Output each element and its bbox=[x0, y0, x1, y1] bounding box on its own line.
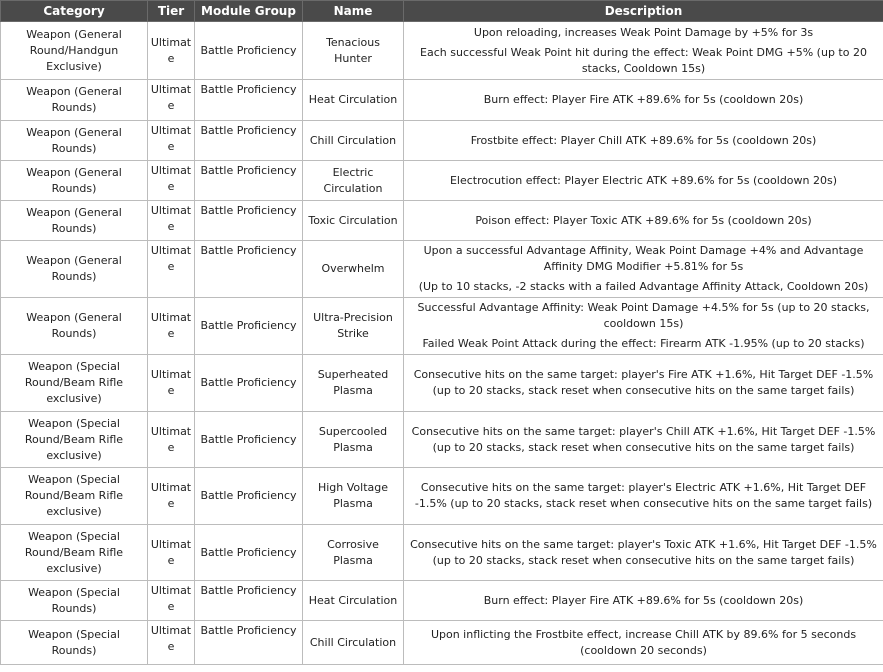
name-cell: Electric Circulation bbox=[303, 161, 404, 201]
table-row bbox=[1, 201, 883, 241]
column-header-name: Name bbox=[303, 1, 404, 22]
table-row bbox=[1, 355, 883, 412]
tier-cell: Ultimate bbox=[148, 241, 195, 298]
description-line: Frostbite effect: Player Chill ATK +89.6% for 5s (cooldown 20s) bbox=[470, 133, 817, 147]
table-row bbox=[1, 412, 883, 468]
name-cell: Chill Circulation bbox=[303, 121, 404, 161]
name-cell: Heat Circulation bbox=[303, 80, 404, 121]
module-group-cell: Battle Proficiency bbox=[195, 161, 303, 201]
tier-cell: Ultimate bbox=[148, 525, 195, 581]
module-group-cell: Battle Proficiency bbox=[195, 581, 303, 621]
module-group-cell: Battle Proficiency bbox=[195, 241, 303, 298]
description-cell bbox=[404, 121, 883, 161]
category-cell: Weapon (General Rounds) bbox=[1, 298, 148, 355]
name-cell: Corrosive Plasma bbox=[303, 525, 404, 581]
category-cell: Weapon (General Round/Handgun Exclusive) bbox=[1, 22, 148, 80]
table-row bbox=[1, 468, 883, 525]
module-group-cell: Battle Proficiency bbox=[195, 80, 303, 121]
name-cell: Chill Circulation bbox=[303, 621, 404, 665]
table-row bbox=[1, 621, 883, 665]
tier-cell: Ultimate bbox=[148, 161, 195, 201]
module-group-cell: Battle Proficiency bbox=[195, 468, 303, 525]
description-cell bbox=[404, 241, 883, 298]
name-cell: Superheated Plasma bbox=[303, 355, 404, 412]
description-cell bbox=[404, 298, 883, 355]
module-group-cell: Battle Proficiency bbox=[195, 121, 303, 161]
description-cell bbox=[404, 201, 883, 241]
description-line: Consecutive hits on the same target: player's Fire ATK +1.6%, Hit Target DEF -1.5% (up to 20 stacks, stack reset when consecutive hits on the same target fails) bbox=[413, 368, 874, 397]
name-cell: Ultra-Precision Strike bbox=[303, 298, 404, 355]
tier-cell: Ultimate bbox=[148, 355, 195, 412]
name-cell: Supercooled Plasma bbox=[303, 412, 404, 468]
table-row bbox=[1, 121, 883, 161]
category-cell: Weapon (General Rounds) bbox=[1, 161, 148, 201]
tier-cell: Ultimate bbox=[148, 298, 195, 355]
table-row bbox=[1, 161, 883, 201]
description-cell bbox=[404, 468, 883, 525]
module-group-cell: Battle Proficiency bbox=[195, 22, 303, 80]
description-cell bbox=[404, 525, 883, 581]
module-group-cell: Battle Proficiency bbox=[195, 621, 303, 665]
description-line: Each successful Weak Point hit during the effect: Weak Point DMG +5% (up to 20 stacks, Cooldown 15s) bbox=[420, 45, 867, 75]
table-body bbox=[1, 22, 883, 665]
tier-cell: Ultimate bbox=[148, 80, 195, 121]
name-cell: Overwhelm bbox=[303, 241, 404, 298]
column-header-module-group: Module Group bbox=[195, 1, 303, 22]
name-cell: Tenacious Hunter bbox=[303, 22, 404, 80]
description-cell bbox=[404, 412, 883, 468]
module-group-cell: Battle Proficiency bbox=[195, 355, 303, 412]
category-cell: Weapon (Special Round/Beam Rifle exclusive) bbox=[1, 412, 148, 468]
description-line: Successful Advantage Affinity: Weak Point Damage +4.5% for 5s (up to 20 stacks, cooldown 15s) bbox=[417, 301, 870, 330]
category-cell: Weapon (General Rounds) bbox=[1, 201, 148, 241]
category-cell: Weapon (Special Rounds) bbox=[1, 581, 148, 621]
description-cell bbox=[404, 161, 883, 201]
module-group-cell: Battle Proficiency bbox=[195, 525, 303, 581]
table-row bbox=[1, 581, 883, 621]
tier-cell: Ultimate bbox=[148, 468, 195, 525]
category-cell: Weapon (Special Round/Beam Rifle exclusive) bbox=[1, 525, 148, 581]
description-line: Failed Weak Point Attack during the effect: Firearm ATK -1.95% (up to 20 stacks) bbox=[422, 337, 865, 350]
description-line: Upon a successful Advantage Affinity, Weak Point Damage +4% and Advantage Affinity DMG Modifier +5.81% for 5s bbox=[423, 244, 864, 273]
name-cell: High Voltage Plasma bbox=[303, 468, 404, 525]
description-line: Poison effect: Player Toxic ATK +89.6% for 5s (cooldown 20s) bbox=[475, 213, 812, 227]
category-cell: Weapon (Special Round/Beam Rifle exclusive) bbox=[1, 355, 148, 412]
table-row bbox=[1, 525, 883, 581]
column-header-category: Category bbox=[1, 1, 148, 22]
category-cell: Weapon (General Rounds) bbox=[1, 241, 148, 298]
description-cell bbox=[404, 621, 883, 665]
description-line: Upon inflicting the Frostbite effect, increase Chill ATK by 89.6% for 5 seconds (cooldown 20 seconds) bbox=[430, 627, 857, 657]
category-cell: Weapon (Special Round/Beam Rifle exclusive) bbox=[1, 468, 148, 525]
column-header-description: Description bbox=[404, 1, 883, 22]
tier-cell: Ultimate bbox=[148, 22, 195, 80]
category-cell: Weapon (Special Rounds) bbox=[1, 621, 148, 665]
tier-cell: Ultimate bbox=[148, 201, 195, 241]
module-group-cell: Battle Proficiency bbox=[195, 201, 303, 241]
description-line: Consecutive hits on the same target: player's Toxic ATK +1.6%, Hit Target DEF -1.5% (up to 20 stacks, stack reset when consecutive hits on the same target fails) bbox=[410, 537, 877, 567]
tier-cell: Ultimate bbox=[148, 412, 195, 468]
header-row bbox=[1, 1, 883, 22]
name-cell: Heat Circulation bbox=[303, 581, 404, 621]
module-group-cell: Battle Proficiency bbox=[195, 298, 303, 355]
tier-cell: Ultimate bbox=[148, 581, 195, 621]
tier-cell: Ultimate bbox=[148, 621, 195, 665]
table-row bbox=[1, 22, 883, 80]
tier-cell: Ultimate bbox=[148, 121, 195, 161]
description-line: Electrocution effect: Player Electric ATK +89.6% for 5s (cooldown 20s) bbox=[449, 173, 838, 187]
description-line: Burn effect: Player Fire ATK +89.6% for 5s (cooldown 20s) bbox=[483, 593, 804, 607]
module-group-cell: Battle Proficiency bbox=[195, 412, 303, 468]
description-line: Consecutive hits on the same target: player's Chill ATK +1.6%, Hit Target DEF -1.5% (up to 20 stacks, stack reset when consecutive hits on the same target fails) bbox=[411, 424, 876, 454]
description-line: Upon reloading, increases Weak Point Damage by +5% for 3s bbox=[473, 25, 814, 39]
table-row bbox=[1, 298, 883, 355]
table-row bbox=[1, 241, 883, 298]
category-cell: Weapon (General Rounds) bbox=[1, 121, 148, 161]
column-header-tier: Tier bbox=[148, 1, 195, 22]
category-cell: Weapon (General Rounds) bbox=[1, 80, 148, 121]
description-cell bbox=[404, 581, 883, 621]
description-line: Consecutive hits on the same target: player's Electric ATK +1.6%, Hit Target DEF -1.5% (up to 20 stacks, stack reset when consecutive hits on the same target fails) bbox=[414, 481, 873, 510]
description-cell bbox=[404, 22, 883, 80]
table-row bbox=[1, 80, 883, 121]
name-cell: Toxic Circulation bbox=[303, 201, 404, 241]
description-line: (Up to 10 stacks, -2 stacks with a failed Advantage Affinity Attack, Cooldown 20s) bbox=[418, 280, 869, 293]
description-line: Burn effect: Player Fire ATK +89.6% for 5s (cooldown 20s) bbox=[483, 93, 804, 106]
description-cell bbox=[404, 80, 883, 121]
description-cell bbox=[404, 355, 883, 412]
